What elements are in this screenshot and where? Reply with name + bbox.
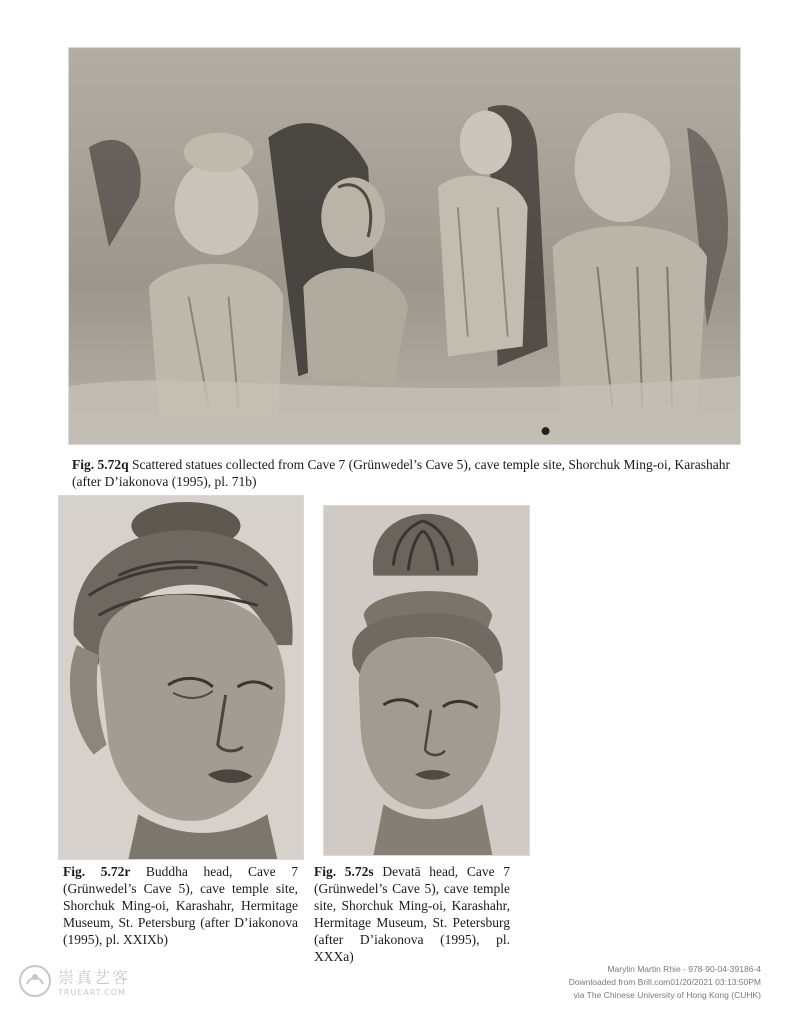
watermark [18,964,130,998]
figure-r-number: Fig. 5.72r [63,864,131,879]
download-note-line2: Downloaded from Brill.com01/20/2021 03:13:50PM [568,977,761,987]
figure-q-text: Scattered statues collected from Cave 7 (Grünwedel’s Cave 5), cave temple site, Shorchuk Ming-oi, Karashahr (after D’iakonova (1995), pl. 71b) [72,457,730,489]
figure-s-photo [323,505,530,856]
watermark-latin: TRUEART.COM [58,988,127,997]
figure-r-text: Buddha head, Cave 7 (Grünwedel’s Cave 5), cave temple site, Shorchuk Ming-oi, Karashahr, Hermitage Museum, St. Petersburg (after D’iakonova (1995), pl. XXIXb) [63,864,299,947]
figure-q-number: Fig. 5.72q [72,457,129,472]
figure-s-number: Fig. 5.72s [314,864,374,879]
devata-head-illustration [324,506,529,855]
watermark-chinese: 崇真艺客 [58,968,131,987]
buddha-head-illustration [59,496,303,859]
figure-q-photo [68,47,741,445]
download-note-line1: Marylin Martin Rhie - 978-90-04-39186-4 [607,964,761,974]
watermark-logo-icon [18,964,52,998]
figure-r-caption [63,863,298,948]
watermark-text [58,965,130,997]
figure-s-caption [314,863,510,965]
figure-r-photo [58,495,304,860]
download-note-line3: via The Chinese University of Hong Kong (CUHK) [573,990,761,1000]
download-note [569,963,761,1002]
statues-photo-illustration [69,48,740,444]
figure-s-text: Devatā head, Cave 7 (Grünwedel’s Cave 5), cave temple site, Shorchuk Ming-oi, Karashahr, Hermitage Museum, St. Petersburg (after D’iakonova (1995), pl. XXXa) [314,864,510,964]
figure-q-caption [72,456,737,490]
